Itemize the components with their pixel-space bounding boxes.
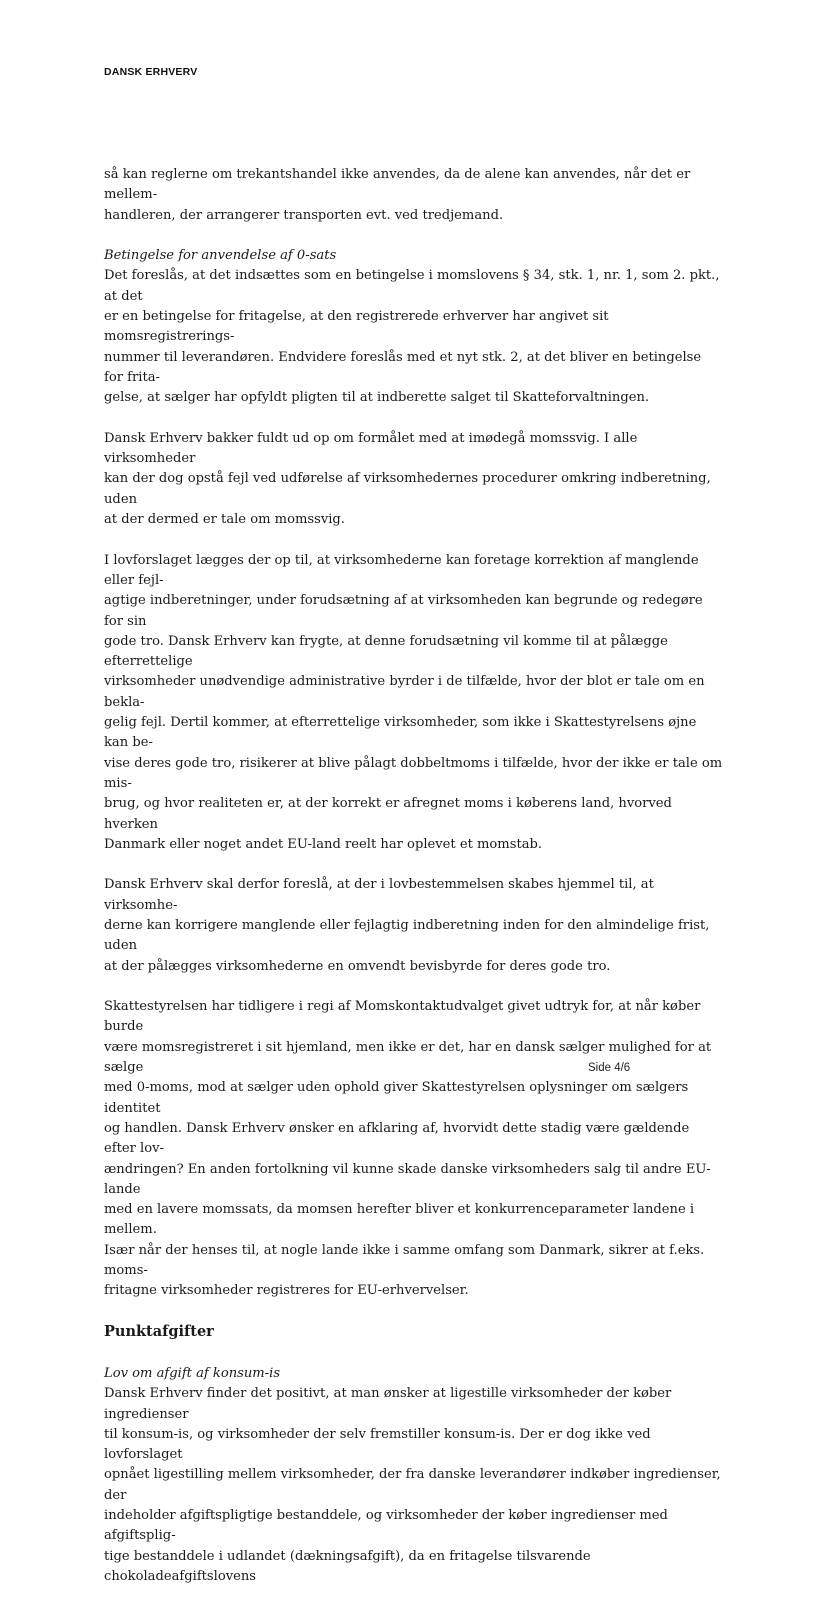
paragraph: så kan reglerne om trekantshandel ikke anvendes, da de alene kan anvendes, når det er mellem- handleren, der arrangerer transporten evt. ved tredjemand. [104, 167, 691, 223]
paragraph: I lovforslaget lægges der op til, at virksomhederne kan foretage korrektion af manglende eller fejl- agtige indberetninger, under forudsætning af at virksomheden kan begrunde og redegøre for sin gode tro. Dansk Erhverv kan frygte, at denne forudsætning vil komme til at pålægge efterrettelige virksomheder unødvendige administrative byrder i de tilfælde, hvor der blot er tale om en bekla- gelig fejl. Dertil kommer, at efterrettelige virksomheder, som ikke i Skattestyrelsens øjne kan be- vise deres gode tro, risikerer at blive pålagt dobbeltmoms i tilfælde, hvor der ikke er tale om mis- brug, og hvor realiteten er, at der korrekt er afregnet moms i køberens land, hvorved hverken Danmark eller noget andet EU-land reelt har oplevet et momstab. [104, 552, 723, 852]
paragraph: Dansk Erhverv skal derfor foreslå, at der i lovbestemmelsen skabes hjemmel til, at virksomhe- derne kan korrigere manglende eller fejlagtig indberetning inden for den almindelige frist, uden at der pålægges virksomhederne en omvendt bevisbyrde for deres gode tro. [104, 877, 710, 974]
section-subheading: Lov om afgift af konsum-is [104, 1365, 281, 1381]
page-number: Side 4/6 [588, 1062, 631, 1074]
paragraph: Det foreslås, at det indsættes som en betingelse i momslovens § 34, stk. 1, nr. 1, som 2. pkt., at det er en betingelse for fritagelse, at den registrerede erhverver har angivet sit momsregistrerings- nummer til leverandøren. Endvidere foreslås med et nyt stk. 2, at det bliver en betingelse for frita- gelse, at sælger har opfyldt pligten til at indberette salget til Skatteforvaltningen. [104, 268, 720, 406]
section-heading: Punktafgifter [104, 1322, 214, 1340]
paragraph: Dansk Erhverv bakker fuldt ud op om formålet med at imødegå momssvig. I alle virksomheder kan der dog opstå fejl ved udførelse af virksomhedernes procedurer omkring indberetning, uden at der dermed er tale om momssvig. [104, 430, 711, 528]
document-body [104, 165, 724, 1607]
paragraph: Dansk Erhverv finder det positivt, at man ønsker at ligestille virksomheder der køber ingredienser til konsum-is, og virksomheder der selv fremstiller konsum-is. Der er dog ikke ved lovforslaget opnået ligestilling mellem virksomheder, der fra danske leverandører indkøber ingredienser, der indeholder afgiftspligtige bestanddele, og virksomheder der køber ingredienser med afgiftsplig- tige bestanddele i udlandet (dækningsafgift), da en fritagelse tilsvarende chokoladeafgiftslovens [104, 1386, 721, 1584]
paragraph: Skattestyrelsen har tidligere i regi af Momskontaktudvalget givet udtryk for, at når køber burde være momsregistreret i sit hjemland, men ikke er det, har en dansk sælger mulighed for at sælge med 0-moms, mod at sælger uden ophold giver Skattestyrelsen oplysninger om sælgers identitet og handlen. Dansk Erhverv ønsker en afklaring af, hvorvidt dette stadig være gældende efter lov- ændringen? En anden fortolkning vil kunne skade danske virksomheders salg til andre EU-lande med en lavere momssats, da momsen herefter bliver et konkurrenceparameter landene i mellem. Især når der henses til, at nogle lande ikke i samme omfang som Danmark, sikrer at f.eks. moms- fritagne virksomheder registreres for EU-erhvervelser. [104, 999, 712, 1299]
header-org-name: DANSK ERHVERV [104, 66, 198, 78]
section-subheading: Betingelse for anvendelse af 0-sats [104, 248, 337, 264]
